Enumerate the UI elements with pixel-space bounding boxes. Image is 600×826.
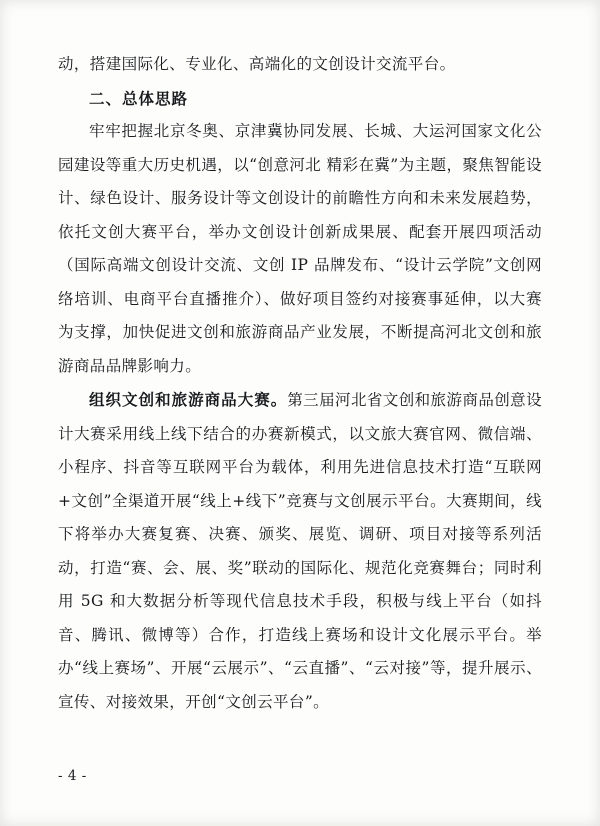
paragraph-lead-bold: 组织文创和旅游商品大赛。 xyxy=(89,390,288,409)
section-heading-2: 二、总体思路 xyxy=(89,88,189,108)
page-text-area xyxy=(58,48,542,748)
paragraph-overall-approach: 牢牢把握北京冬奥、京津冀协同发展、长城、大运河国家文化公园建设等重大历史机遇，以“创意河北 精彩在冀”为主题，聚焦智能设计、绿色设计、服务设计等文创设计的前瞻性方向和未来发展趋势，依托文创大赛平台，举办文创设计创新成果展、配套开展四项活动（国际高端文创设计交流、文创 IP 品牌发布、“设计云学院”文创网络培训、电商平台直播推介）、做好项目签约对接赛事延伸，以大赛为支撑，加快促进文创和旅游商品产业发展，不断提高河北文创和旅游商品品牌影响力。 xyxy=(58,122,542,375)
page-number: - 4 - xyxy=(58,768,87,784)
paragraph-continuation: 动，搭建国际化、专业化、高端化的文创设计交流平台。 xyxy=(58,55,456,73)
paragraph-lead-body: 第三届河北省文创和旅游商品创意设计大赛采用线上线下结合的办赛新模式，以文旅大赛官网、微信端、小程序、抖音等互联网平台为载体，利用先进信息技术打造“互联网+文创”全渠道开展“线上+线下”竞赛与文创展示平台。大赛期间，线下将举办大赛复赛、决赛、颁奖、展览、调研、项目对接等系列活动，打造“赛、会、展、奖”联动的国际化、规范化竞赛舞台；同时利用 5G 和大数据分析等现代信息技术手段，积极与线上平台（如抖音、腾讯、微博等）合作，打造线上赛场和设计文化展示平台。举办“线上赛场”、开展“云展示”、“云直播”、“云对接”等，提升展示、宣传、对接效果，开创“文创云平台”。 xyxy=(58,391,542,711)
document-body xyxy=(58,48,542,719)
paragraph-competition-organization xyxy=(58,383,542,719)
